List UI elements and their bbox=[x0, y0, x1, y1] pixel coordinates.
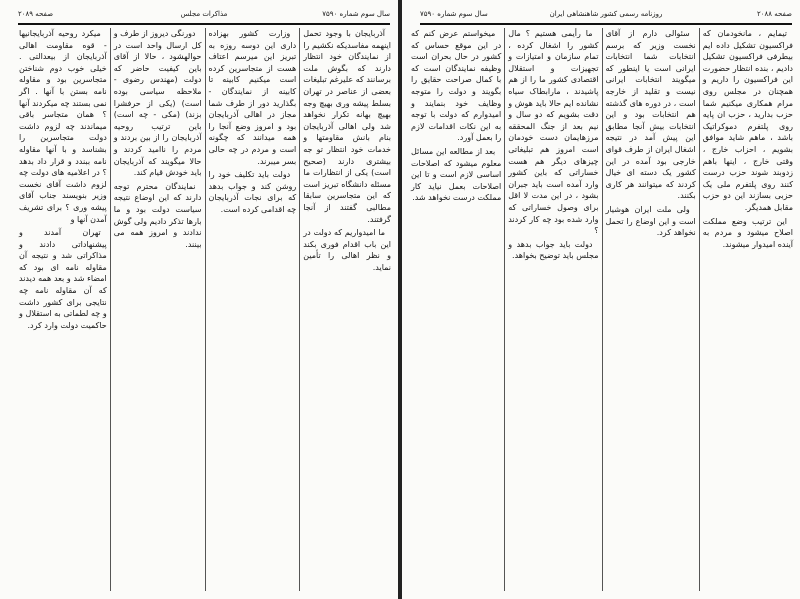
text-columns bbox=[16, 28, 394, 591]
text-column bbox=[205, 28, 300, 591]
text-column bbox=[408, 28, 504, 591]
section-title: مذاکرات مجلس bbox=[180, 10, 228, 18]
text-column bbox=[16, 28, 110, 591]
paragraph: دورنگی دیروز از طرف و کل ارسال واحد است در حوالهشود ، حالا از آقای باین کیفیت حاضر که دولت (مهندس رضوی - ملاحظه سیاسی بوده است) (یکی از حرفشرا بزند) (مکی - چه است) باین ترتیب روحیه آذربایجان را از بین بردند و مردم را ناامید کردند و حالا میگویند که آذربایجان باید خودش قیام کند. bbox=[113, 29, 202, 178]
paragraph: ما امیدواریم که دولت در این باب اقدام فوری بکند و نظر اهالی را تأمین نماید. bbox=[303, 228, 391, 272]
paragraph: ما رأیمی هستیم ؟ مال کشور را اشغال کرده ، تمام سازمان و امتیازات و تجهیزات و استقلال اقتصادی کشور ما را از هم پاشیدند ، مارابطاک سیاه نشانده ایم حالا باید هوش و دقت بشویم که دو سال و نیم بعد از جنگ المحققه مرزهایمان دست خودمان است امروز هم تبلیغاتی چیزهای دیگر هم هست خساراتی که باین کشور وارد آمده است باید جبران بشود ، در این مدت لا اقل برای وصول خساراتی که وارد شده بود چه کار کردند ؟ bbox=[508, 29, 599, 236]
right-page-header bbox=[420, 10, 792, 22]
paragraph: نمایندگان محترم توجه دارند که این اوضاع نتیجه سیاست دولت بود و ما بارها تذکر دادیم ولی گوش ندادند و امروز همه می بینند. bbox=[113, 181, 202, 249]
paragraph: ولی ملت ایران هوشیار است و این اوضاع را تحمل نخواهد کرد. bbox=[605, 204, 696, 238]
page-number: صفحه ۲۰۸۹ bbox=[18, 10, 54, 18]
issue-number: سال سوم شماره ۷۵۹۰ bbox=[420, 10, 488, 18]
text-column bbox=[504, 28, 601, 591]
paragraph: دولت باید جواب بدهد و مجلس باید توضیح بخواهد. bbox=[508, 239, 599, 261]
text-column bbox=[602, 28, 699, 591]
text-column bbox=[110, 28, 205, 591]
header-rule bbox=[420, 23, 792, 25]
text-column bbox=[299, 28, 394, 591]
text-columns bbox=[408, 28, 796, 591]
page-number: صفحه ۲۰۸۸ bbox=[756, 10, 792, 18]
paragraph: تهران آمدند و پیشنهاداتی دادند و مذاکراتی شد و نتیجه آن مقاوله نامه ای بود که امضاء شد و بعد همه دیدند که آن مقاوله نامه چه نتایجی برای کشور داشت و چه لطماتی به استقلال و حاکمیت دولت وارد کرد. bbox=[19, 228, 107, 330]
paragraph: دولت باید تکلیف خود را روشن کند و جواب بدهد که برای نجات آذربایجان چه اقدامی کرده است. bbox=[208, 170, 297, 214]
left-page bbox=[0, 0, 398, 599]
paragraph: بعد از مطالعه این مسائل معلوم میشود که اصلاحات اساسی لازم است و تا این اصلاحات بعمل نیاید کار مملکت درست نخواهد شد. bbox=[411, 146, 502, 203]
paragraph: سئوالی دارم از آقای نخست وزیر که برسم انتخابات شما انتخابات ایرانی است یا اینطور که میگویند انتخابات ایرانی نیست و تقلید از خارجه است ، در دوره های گذشته هم انتخابات بود و این انتخابات بیش آنجا مطابق این پیش آمد در نتیجه اشغال ایران از طرف قوای خارجی بود آمده در این کشور یک دسته ای خیال کردند که میتوانند هر کاری بکنند. bbox=[605, 29, 696, 201]
paragraph: این ترتیب وضع مملکت اصلاح میشود و مردم به آینده امیدوار میشوند. bbox=[702, 216, 793, 249]
header-rule bbox=[18, 23, 390, 25]
right-page bbox=[402, 0, 800, 599]
paragraph: میخواستم عرض کنم که در این موقع حساس که کشور در حال بحران است وظیفه نمایندگان است که با کمال صراحت حقایق را بگویند و دولت را متوجه وظایف خود بنمایند و امیدوارم که دولت با توجه به این نکات اقدامات لازم را بعمل آورد. bbox=[411, 29, 502, 143]
paragraph: وزارت کشور بهزاده داری این دوسه روزه به تبریز این میرسم اعتاف هست از متجاسرین کرده است میکنیم کابینه تا کابینه از نمایندگان - بگذارید دور از طرف شما مجاز در اهالی آذربایجان بود و امروز وضع آنجا را همه میدانند که چگونه است و مردم در چه حالی بسر میبرند. bbox=[208, 29, 297, 166]
paragraph: آذربایجان با وجود تحمل اینهمه مفاسدیکه نکشیم را از نمایندگان خود انتظار دارند که بگوش ملت برسانند که علیرغم تبلیغات بعضی از عناصر در تهران بسلط پیشه وری بهیچ وجه بهیچ بهانه تکرار نخواهد شد ولی اهالی آذربایجان بنام بانش مقاومتها و خدمات خود انتظار تو جه بیشتری دارند (صحیح است) یکی از انتظارات ما مسئله دانشگاه تبریز است که این متجاسرین سابقا مطالبی گفتند از آنجا گرفتند. bbox=[303, 29, 391, 224]
paragraph: تیمایم ، مانخودمان که فراکسیون تشکیل داده ایم بیطرفی فراکسیون تشکیل دادیم ، بنده انتظار حضورت این فراکسیون را داریم و همچنان در مجلس روی مرام همکاری میکنیم شما حزب بدارید ، حزب ان پایه روی پلتفرم دموکراتیک باشد ، ماهم شاید موافق بشویم ، احزاب خارج ، وقتی خارج ، اینها باهم زدوبند شوند حزب درست کنند روی پلتفرم ملی یک حزبی بسازند این دو حزب مقابل همدیگر. bbox=[702, 29, 793, 212]
issue-number: سال سوم شماره ۷۵۹۰ bbox=[322, 10, 390, 18]
left-page-header bbox=[18, 10, 390, 22]
text-column bbox=[699, 28, 796, 591]
paragraph: میکرد روحیه آذربایجانیها - قوه مقاومت اهالی آذربایجان از بیعدالتی . خیلی خوب دوم شناختن متجاسرین بود و مقاوله نامه بستن با آنها . اگر نمی بستند چه میکردند آنها ؟ همان متجاسر باقی میماندند چه لزوم داشت دولت متجاسرین را بشناسد و با آنها مقاوله نامه ببندد و قرار داد بدهد ؟ در اعلامیه های دولت چه لزوم داشت آقای نخست وزیر بنویسند جناب آقای پیشه وری ؟ برای تشریف آمدن آنها و bbox=[19, 29, 107, 224]
newspaper-title: روزنامه رسمی کشور شاهنشاهی ایران bbox=[549, 10, 663, 18]
